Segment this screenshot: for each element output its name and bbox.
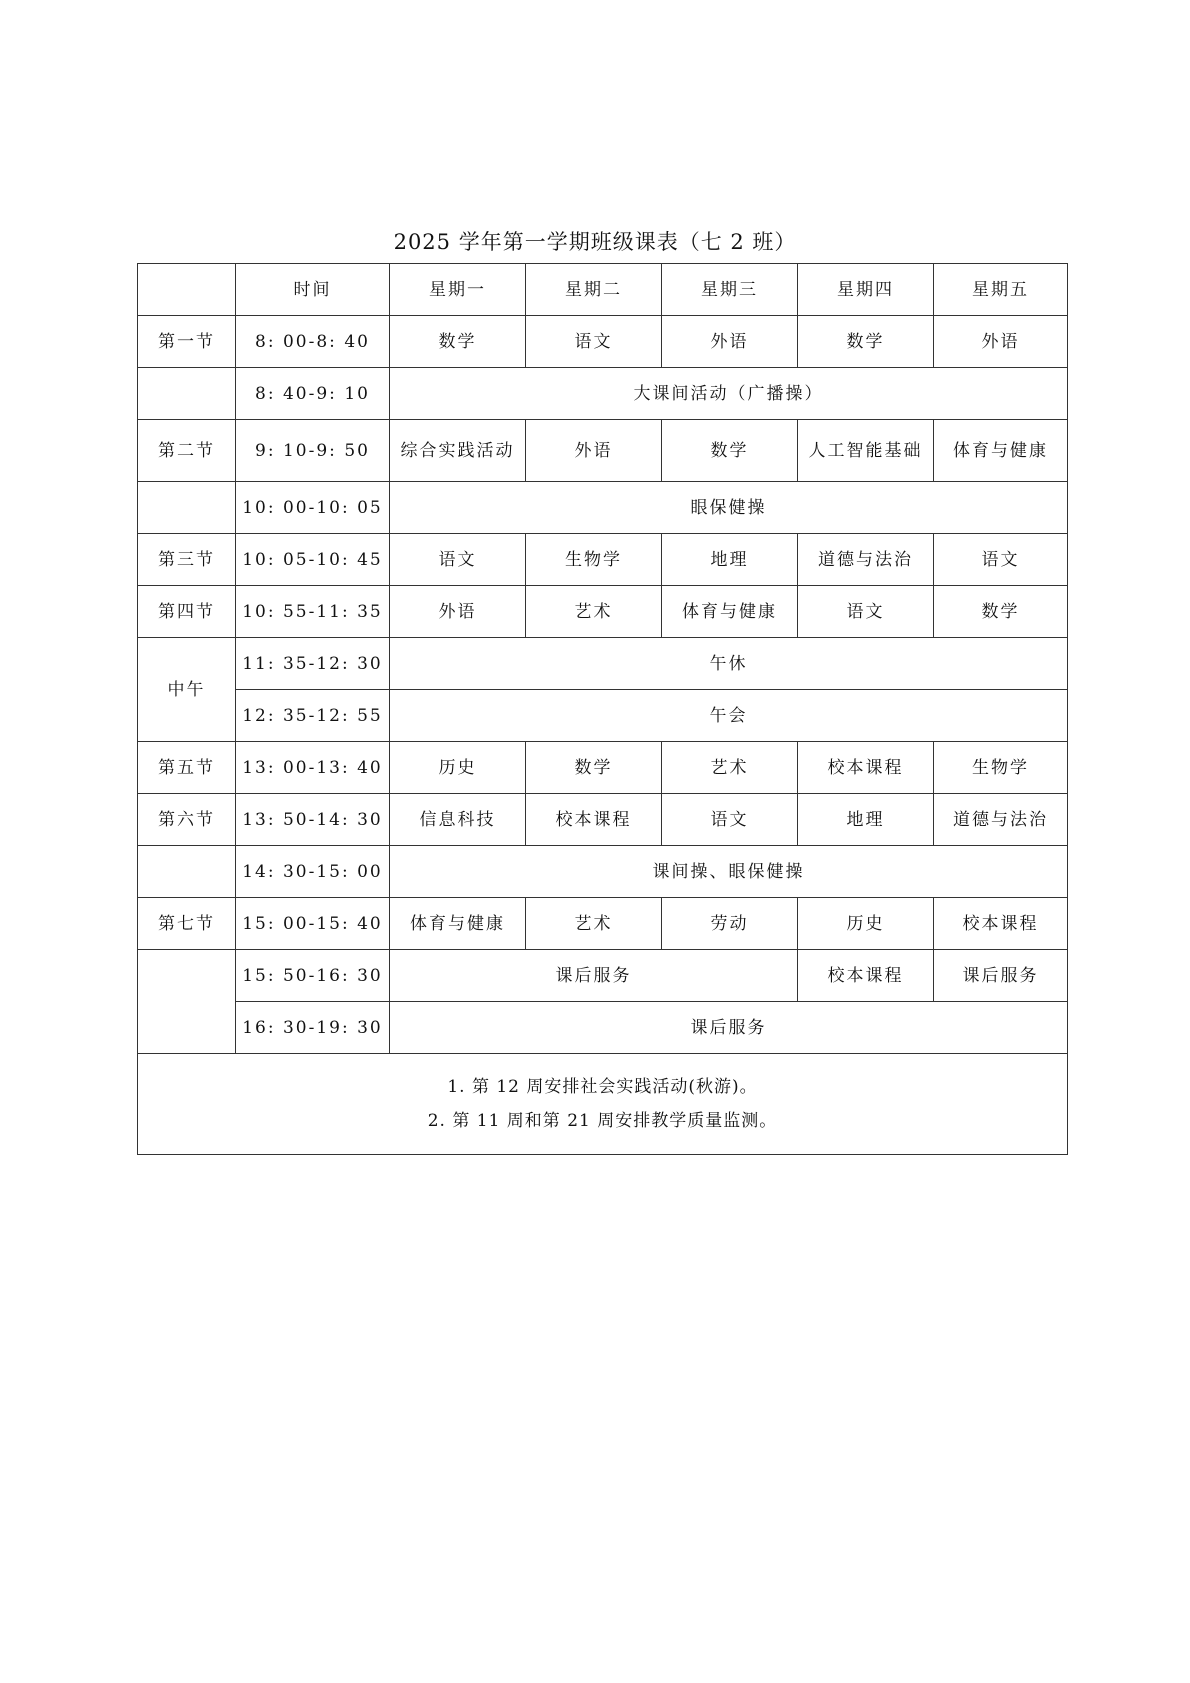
class-cell: 人工智能基础: [798, 420, 934, 482]
period-label: [138, 368, 236, 420]
period-label: [138, 482, 236, 534]
class-cell: 艺术: [526, 898, 662, 950]
period-label: 第七节: [138, 898, 236, 950]
table-row: [138, 638, 1068, 690]
class-cell: 语文: [526, 316, 662, 368]
header-corner: [138, 264, 236, 316]
time-cell: 8: 00-8: 40: [236, 316, 390, 368]
notes-row: [138, 1054, 1068, 1155]
header-wednesday: 星期三: [662, 264, 798, 316]
table-row: [138, 898, 1068, 950]
activity-span-cell: 课后服务: [390, 950, 798, 1002]
class-cell: 数学: [934, 586, 1068, 638]
header-row: [138, 264, 1068, 316]
class-cell: 地理: [798, 794, 934, 846]
class-cell: 生物学: [526, 534, 662, 586]
time-cell: 15: 00-15: 40: [236, 898, 390, 950]
period-label: [138, 846, 236, 898]
class-cell: 道德与法治: [798, 534, 934, 586]
class-cell: 地理: [662, 534, 798, 586]
class-schedule-table: [137, 263, 1068, 1155]
class-cell: 语文: [390, 534, 526, 586]
class-cell: 语文: [934, 534, 1068, 586]
class-cell: 外语: [526, 420, 662, 482]
time-cell: 10: 05-10: 45: [236, 534, 390, 586]
class-cell: 艺术: [662, 742, 798, 794]
class-cell: 外语: [390, 586, 526, 638]
time-cell: 13: 50-14: 30: [236, 794, 390, 846]
class-cell: 语文: [662, 794, 798, 846]
class-cell: 课后服务: [934, 950, 1068, 1002]
table-row: [138, 950, 1068, 1002]
class-cell: 校本课程: [798, 950, 934, 1002]
activity-span-cell: 午休: [390, 638, 1068, 690]
period-label: 第一节: [138, 316, 236, 368]
class-cell: 历史: [798, 898, 934, 950]
table-row: [138, 794, 1068, 846]
time-cell: 11: 35-12: 30: [236, 638, 390, 690]
class-cell: 校本课程: [526, 794, 662, 846]
class-cell: 生物学: [934, 742, 1068, 794]
class-cell: 体育与健康: [662, 586, 798, 638]
table-row: [138, 482, 1068, 534]
class-cell: 数学: [798, 316, 934, 368]
table-row: [138, 1002, 1068, 1054]
table-row: [138, 690, 1068, 742]
class-cell: 外语: [662, 316, 798, 368]
activity-span-cell: 大课间活动（广播操）: [390, 368, 1068, 420]
time-cell: 12: 35-12: 55: [236, 690, 390, 742]
period-label: [138, 950, 236, 1054]
class-cell: 综合实践活动: [390, 420, 526, 482]
time-cell: 8: 40-9: 10: [236, 368, 390, 420]
class-cell: 道德与法治: [934, 794, 1068, 846]
period-label: 第六节: [138, 794, 236, 846]
activity-span-cell: 课后服务: [390, 1002, 1068, 1054]
header-tuesday: 星期二: [526, 264, 662, 316]
period-label: 第五节: [138, 742, 236, 794]
table-row: [138, 420, 1068, 482]
class-cell: 历史: [390, 742, 526, 794]
time-cell: 15: 50-16: 30: [236, 950, 390, 1002]
schedule-title: 2025 学年第一学期班级课表（七 2 班）: [393, 230, 797, 254]
table-row: [138, 742, 1068, 794]
period-label: 第二节: [138, 420, 236, 482]
class-cell: 体育与健康: [390, 898, 526, 950]
period-label: 第四节: [138, 586, 236, 638]
table-row: [138, 368, 1068, 420]
class-cell: 劳动: [662, 898, 798, 950]
header-thursday: 星期四: [798, 264, 934, 316]
time-cell: 13: 00-13: 40: [236, 742, 390, 794]
time-cell: 16: 30-19: 30: [236, 1002, 390, 1054]
class-cell: 校本课程: [934, 898, 1068, 950]
table-row: [138, 534, 1068, 586]
class-cell: 体育与健康: [934, 420, 1068, 482]
class-cell: 信息科技: [390, 794, 526, 846]
header-time: 时间: [236, 264, 390, 316]
class-cell: 艺术: [526, 586, 662, 638]
class-cell: 数学: [662, 420, 798, 482]
activity-span-cell: 眼保健操: [390, 482, 1068, 534]
time-cell: 14: 30-15: 00: [236, 846, 390, 898]
notes-cell: [138, 1054, 1068, 1155]
period-label: 第三节: [138, 534, 236, 586]
note-item: 2. 第 11 周和第 21 周安排教学质量监测。: [427, 1111, 778, 1131]
header-monday: 星期一: [390, 264, 526, 316]
class-cell: 外语: [934, 316, 1068, 368]
activity-span-cell: 午会: [390, 690, 1068, 742]
time-cell: 10: 55-11: 35: [236, 586, 390, 638]
activity-span-cell: 课间操、眼保健操: [390, 846, 1068, 898]
class-cell: 数学: [390, 316, 526, 368]
header-friday: 星期五: [934, 264, 1068, 316]
time-cell: 10: 00-10: 05: [236, 482, 390, 534]
note-item: 1. 第 12 周安排社会实践活动(秋游)。: [447, 1077, 758, 1097]
period-label: 中午: [138, 638, 236, 742]
table-row: [138, 586, 1068, 638]
class-cell: 校本课程: [798, 742, 934, 794]
table-row: [138, 846, 1068, 898]
class-cell: 数学: [526, 742, 662, 794]
table-row: [138, 316, 1068, 368]
class-cell: 语文: [798, 586, 934, 638]
time-cell: 9: 10-9: 50: [236, 420, 390, 482]
